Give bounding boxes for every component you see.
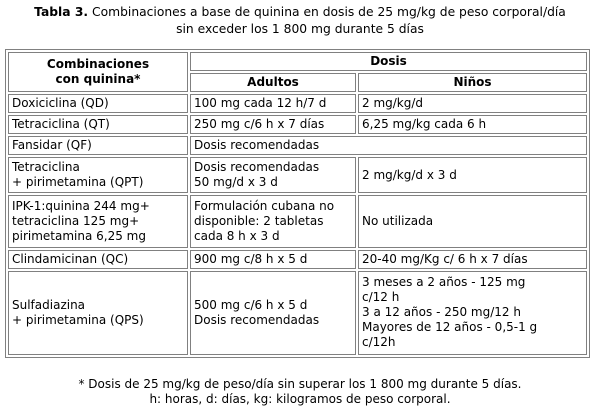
cell-ninos: 2 mg/kg/d x 3 d (358, 157, 587, 193)
table-row (8, 195, 587, 247)
table-header-row (8, 52, 587, 71)
header-combinaciones: Combinaciones con quinina* (8, 52, 188, 92)
table-row (8, 271, 587, 355)
table-row (8, 250, 587, 269)
cell-ninos: 20-40 mg/Kg c/ 6 h x 7 días (358, 250, 587, 269)
cell-combo: Tetraciclina (QT) (8, 115, 188, 134)
table-caption (0, 4, 600, 38)
footnote-line-1: * Dosis de 25 mg/kg de peso/día sin superar los 1 800 mg durante 5 días. (78, 377, 522, 391)
cell-adultos: Dosis recomendadas (190, 136, 587, 155)
cell-combo: Tetraciclina + pirimetamina (QPT) (8, 157, 188, 193)
table-row (8, 136, 587, 155)
cell-combo: Doxiciclina (QD) (8, 94, 188, 113)
table-footnote (0, 377, 600, 407)
cell-adultos: 900 mg c/8 h x 5 d (190, 250, 356, 269)
table-row (8, 157, 587, 193)
cell-ninos: 3 meses a 2 años - 125 mg c/12 h 3 a 12 años - 250 mg/12 h Mayores de 12 años - 0,5-1 g c/12h (358, 271, 587, 355)
table-row (8, 115, 587, 134)
header-ninos: Niños (358, 73, 587, 92)
header-dosis: Dosis (190, 52, 587, 71)
cell-combo: Fansidar (QF) (8, 136, 188, 155)
cell-combo: Sulfadiazina + pirimetamina (QPS) (8, 271, 188, 355)
cell-ninos: 6,25 mg/kg cada 6 h (358, 115, 587, 134)
cell-ninos: 2 mg/kg/d (358, 94, 587, 113)
cell-adultos: 100 mg cada 12 h/7 d (190, 94, 356, 113)
caption-title: Combinaciones a base de quinina en dosis de 25 mg/kg de peso corporal/día (92, 5, 566, 19)
dosage-table (5, 49, 590, 358)
cell-adultos: 250 mg c/6 h x 7 días (190, 115, 356, 134)
cell-combo: Clindamicinan (QC) (8, 250, 188, 269)
caption-line-2: sin exceder los 1 800 mg durante 5 días (176, 22, 424, 36)
cell-combo: IPK-1:quinina 244 mg+ tetraciclina 125 mg+ pirimetamina 6,25 mg (8, 195, 188, 247)
table-row (8, 94, 587, 113)
cell-adultos: 500 mg c/6 h x 5 d Dosis recomendadas (190, 271, 356, 355)
header-adultos: Adultos (190, 73, 356, 92)
cell-adultos: Dosis recomendadas 50 mg/d x 3 d (190, 157, 356, 193)
caption-line-1 (0, 4, 600, 21)
caption-label: Tabla 3. (34, 5, 89, 19)
footnote-line-2: h: horas, d: días, kg: kilogramos de peso corporal. (149, 392, 451, 406)
cell-ninos: No utilizada (358, 195, 587, 247)
cell-adultos: Formulación cubana no disponible: 2 tabletas cada 8 h x 3 d (190, 195, 356, 247)
